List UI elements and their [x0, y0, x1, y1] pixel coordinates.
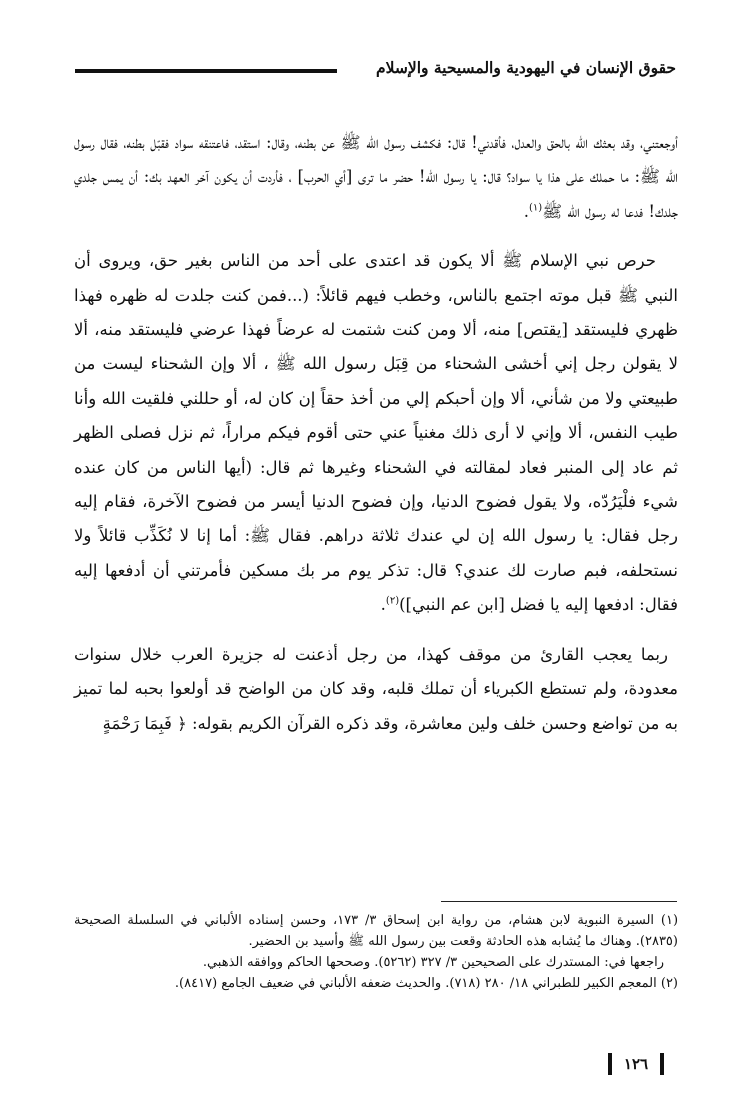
- footnote-1-continuation: راجعها في: المستدرك على الصحيحين ٣/ ٣٢٧ (٥٢٦٢). وصححها الحاكم ووافقه الذهبي.: [202, 955, 664, 970]
- footnote-divider: [441, 901, 677, 902]
- header-title: حقوق الإنسان في اليهودية والمسيحية والإسلام: [376, 58, 676, 77]
- body-text: [74, 126, 678, 756]
- footnotes: [74, 910, 678, 994]
- paragraph-2-tail: .: [380, 595, 386, 615]
- running-header: [75, 58, 676, 84]
- header-rule: [75, 69, 337, 73]
- footnote-1: (١) السيرة النبوية لابن هشام، من رواية ابن إسحاق ٣/ ١٧٣، وحسن إسناده الألباني في السلسلة الصحيحة (٢٨٣٥). وهناك ما يُشابه هذه الحادثة وقعت بين رسول الله ﷺ وأسيد بن الحضير.: [74, 913, 679, 949]
- paragraph-1-text: أوجعتني، وقد بعثك الله بالحق والعدل، فأقدني! قال: فكشف رسول الله ﷺ عن بطنه، وقال: استقد، فاعتنقه سواد فقبّل بطنه، فقال رسول الله ﷺ: ما حملك على هذا يا سواد؟ قال: يا رسول الله! حضر ما ترى [أي الحرب] ، فأردت أن يكون آخر العهد بك: أن يمس جلدي جلدك! فدعا له رسول الله ﷺ: [74, 133, 678, 221]
- footnote-ref-1: (١): [529, 202, 543, 214]
- footnote-2: (٢) المعجم الكبير للطبراني ١٨/ ٢٨٠ (٧١٨). والحديث ضعفه الألباني في ضعيف الجامع (٨٤١٧).: [174, 976, 678, 991]
- page-number: ١٢٦: [608, 1053, 664, 1075]
- paragraph-1-tail: .: [523, 201, 530, 221]
- footnote-ref-2: (٢): [385, 595, 400, 607]
- paragraph-3-text: ربما يعجب القارئ من موقف كهذا، من رجل أذعنت له جزيرة العرب خلال سنوات معدودة، ولم تستطع الكبرياء أن تملك قلبه، وقد كان من الواضح قد أولعوا بحبه لما تميز به من تواضع وحسن خلف ولين معاشرة، وقد ذكره القرآن الكريم بقوله: ﴿ فَبِمَا رَحْمَةٍ: [74, 644, 678, 733]
- paragraph-1: [74, 126, 678, 229]
- paragraph-3: [74, 638, 678, 741]
- paragraph-2-text: حرص نبي الإسلام ﷺ ألا يكون قد اعتدى على أحد من الناس بغير حق، ويروى أن النبي ﷺ قبل موته اجتمع بالناس، وخطب فيهم قائلاً: (...فمن كنت جلدت له ظهره فهذا ظهري فليستقد [يقتص] منه، ألا ومن كنت شتمت له عرضاً فهذا عرضي فليستقد منه، ألا لا يقولن رجل إني أخشى الشحناء من قِبَل رسول الله ﷺ ، ألا وإن الشحناء ليست من طبيعتي ولا من شأني، ألا وإن أحبكم إلي من أخذ حقاً إن كان له، أو حللني فلقيت الله وأنا طيب النفس، ألا وإني لا أرى ذلك مغنياً عني حتى أقوم فيكم مراراً، ثم نزل فصلى الظهر ثم عاد إلى المنبر فعاد لمقالته في الشحناء وغيرها ثم قال: (أيها الناس من كان عنده شيء فلْيَرُدّه، ولا يقول فضوح الدنيا، وإن فضوح الدنيا أيسر من فضوح الآخرة، فقام إليه رجل فقال: يا رسول الله إن لي عندك ثلاثة دراهم. فقال ﷺ: أما إنا لا نُكَذِّب قائلاً ولا نستحلفه، فبم صارت لك عندي؟ قال: تذكر يوم مر بك مسكين فأمرتني أن أدفعها إليه فقال: ادفعها إليه يا فضل [ابن عم النبي]): [74, 251, 678, 615]
- paragraph-2: [74, 244, 678, 622]
